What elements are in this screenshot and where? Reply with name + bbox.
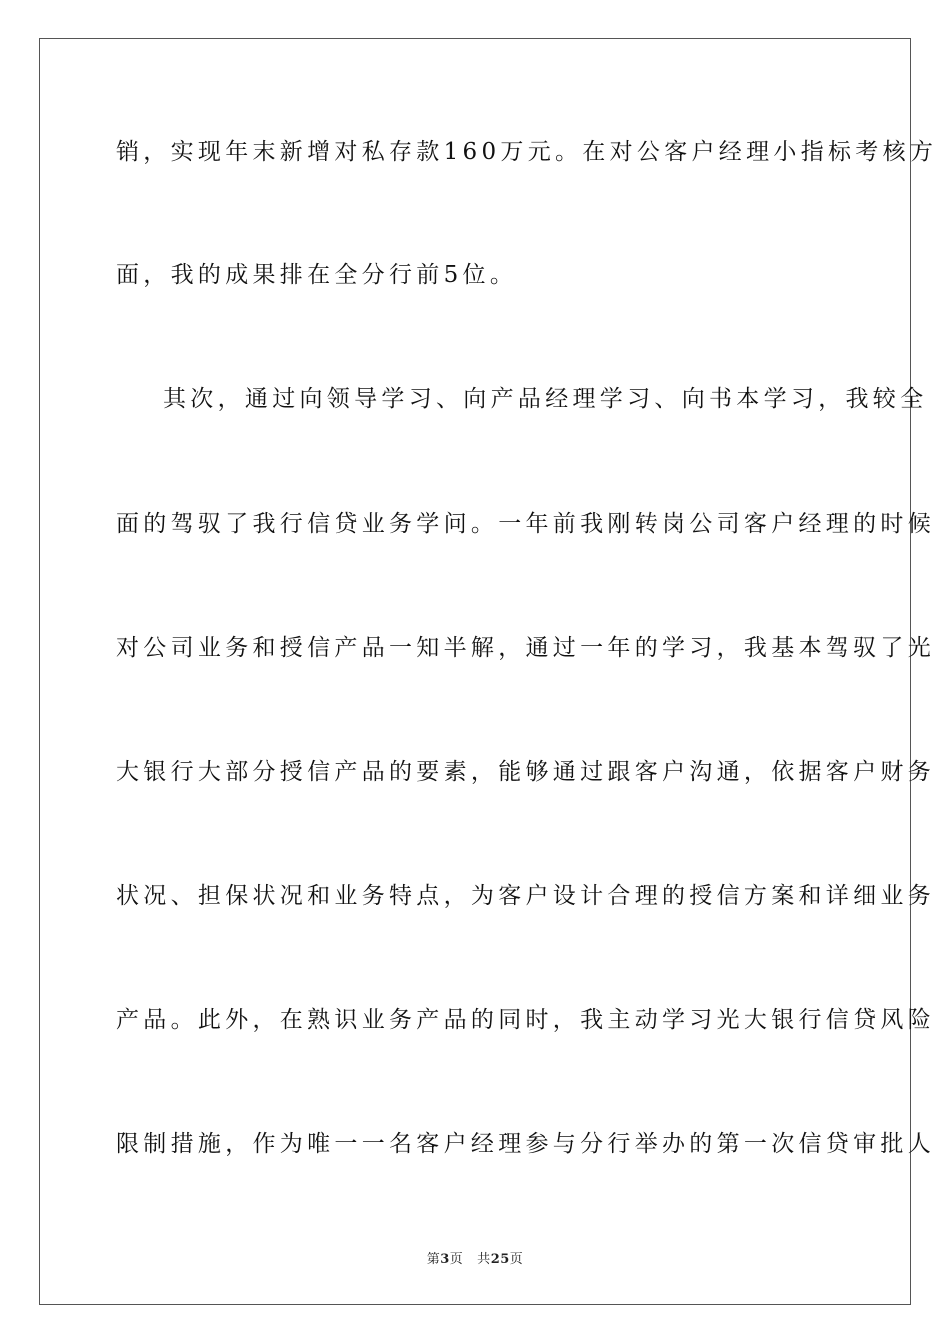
footer-total-suffix: 页 <box>509 1252 524 1267</box>
paragraph-line: 对公司业务和授信产品一知半解，通过一年的学习，我基本驾驭了光 <box>116 635 935 661</box>
footer-page-number: 3 <box>440 1252 450 1267</box>
page-border <box>39 38 938 1305</box>
paragraph-line: 面，我的成果排在全分行前5位。 <box>116 262 518 288</box>
paragraph-line: 产品。此外，在熟识业务产品的同时，我主动学习光大银行信贷风险 <box>116 1007 935 1033</box>
paragraph-line: 大银行大部分授信产品的要素，能够通过跟客户沟通，依据客户财务 <box>116 759 935 785</box>
footer-page-prefix: 第 <box>426 1252 441 1267</box>
footer-total-pages: 25 <box>490 1252 510 1267</box>
paragraph-line: 销，实现年末新增对私存款160万元。在对公客户经理小指标考核方 <box>116 139 938 165</box>
footer-page-suffix: 页 <box>449 1252 464 1267</box>
page-footer <box>0 1248 950 1267</box>
paragraph-line: 面的驾驭了我行信贷业务学问。一年前我刚转岗公司客户经理的时候 <box>116 511 935 537</box>
paragraph-line: 状况、担保状况和业务特点，为客户设计合理的授信方案和详细业务 <box>116 883 935 909</box>
paragraph-line-indented: 其次，通过向领导学习、向产品经理学习、向书本学习，我较全 <box>163 386 928 412</box>
footer-total-prefix: 共 <box>477 1252 491 1267</box>
paragraph-line: 限制措施，作为唯一一名客户经理参与分行举办的第一次信贷审批人 <box>116 1131 935 1157</box>
